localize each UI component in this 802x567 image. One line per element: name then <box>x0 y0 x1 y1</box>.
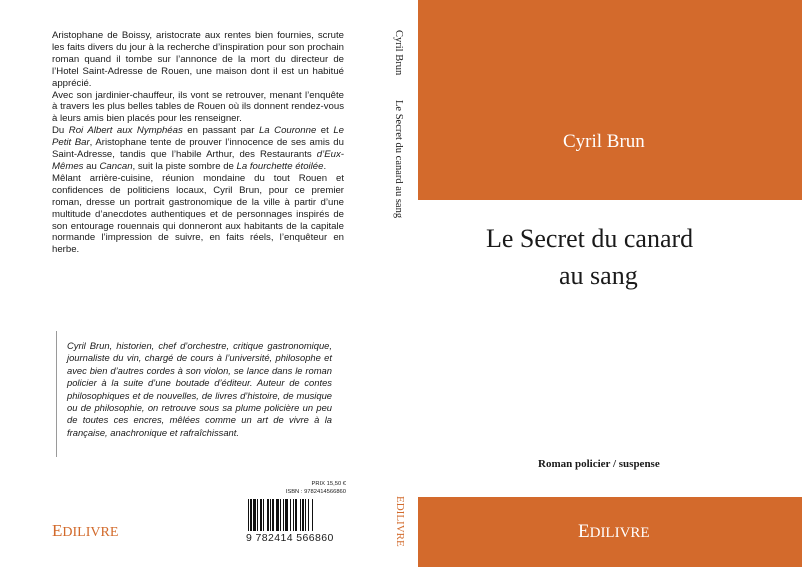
spine-title: Le Secret du canard au sang <box>393 100 404 219</box>
isbn-label: ISBN : 9782414566860 <box>285 489 346 495</box>
spine-author: Cyril Brun <box>393 30 404 76</box>
blurb-paragraph-1: Aristophane de Boissy, aristocrate aux rentes bien fournies, scrute les faits divers du jour à la recherche d’inspiration pour son prochain roman quand il tombe sur l’annonce de la mort du directeur de l’Hotel Saint-Adresse de Rouen, une maison dont il est un habitué apprécié. <box>52 30 344 89</box>
barcode-icon <box>248 499 344 531</box>
blurb-paragraph-3: Du Roi Albert aux Nymphéas en passant par La Couronne et Le Petit Bar, Aristophane tente de prouver l’innocence de ses amis du Saint-Adresse, tandis que l’habile Arthur, des Restaurants d’Eux-Mêmes au Cancan, suit la piste sombre de La fourchette étoilée. <box>52 125 344 172</box>
front-title-line-2: au sang <box>559 261 638 290</box>
front-author: Cyril Brun <box>563 131 645 152</box>
front-genre: Roman policier / suspense <box>538 458 660 470</box>
front-top-band <box>418 0 802 200</box>
bio-divider <box>56 331 57 457</box>
barcode-block <box>246 481 346 567</box>
ean-digits: 9 782414 566860 <box>246 532 334 544</box>
publisher-logo-back: EDILIVRE <box>52 521 119 540</box>
blurb-paragraph-4: Mêlant arrière-cuisine, réunion mondaine du tout Rouen et confidences de politiciens locaux, Cyril Brun, pour ce premier roman, dresse un portrait gastronomique de la ville à partir d’une multitude d’anecdotes authentiques et de personnages inspirés de son entourage rouennais qui donneront aux habitants de la capitale normande l’impression de suivre, en faits réels, l’enquêteur en herbe. <box>52 172 344 256</box>
back-cover <box>0 0 382 567</box>
author-bio: Cyril Brun, historien, chef d’orchestre, critique gastronomique, journaliste du vin, chargé de cours à l’université, philosophe et avec bien d’autres cordes à son violon, se lance dans le roman policier à la suite d’une boutade d’éditeur. Auteur de contes philosophiques et de nouvelles, de livres d’histoire, de musique ou de philosophie, on retrouve sous sa plume policière un peu de toutes ces encres, mêlées comme un art de vivre à la française, anachronique et rafraîchissant. <box>67 340 332 438</box>
spine-text <box>393 30 409 280</box>
spine-publisher-logo: EDILIVRE <box>394 496 406 547</box>
blurb-paragraph-2: Avec son jardinier-chauffeur, ils vont se retrouver, menant l’enquête à travers les plus belles tables de Rouen où ils donnent rendez-vous à leurs amis bien placés pour les renseigner. <box>52 89 344 125</box>
front-title-line-1: Le Secret du canard <box>486 224 694 253</box>
back-cover-blurb <box>52 30 344 256</box>
price-label: PRIX 15,50 € <box>311 481 346 487</box>
publisher-logo-front: EDILIVRE <box>578 521 650 542</box>
front-cover <box>418 0 802 567</box>
